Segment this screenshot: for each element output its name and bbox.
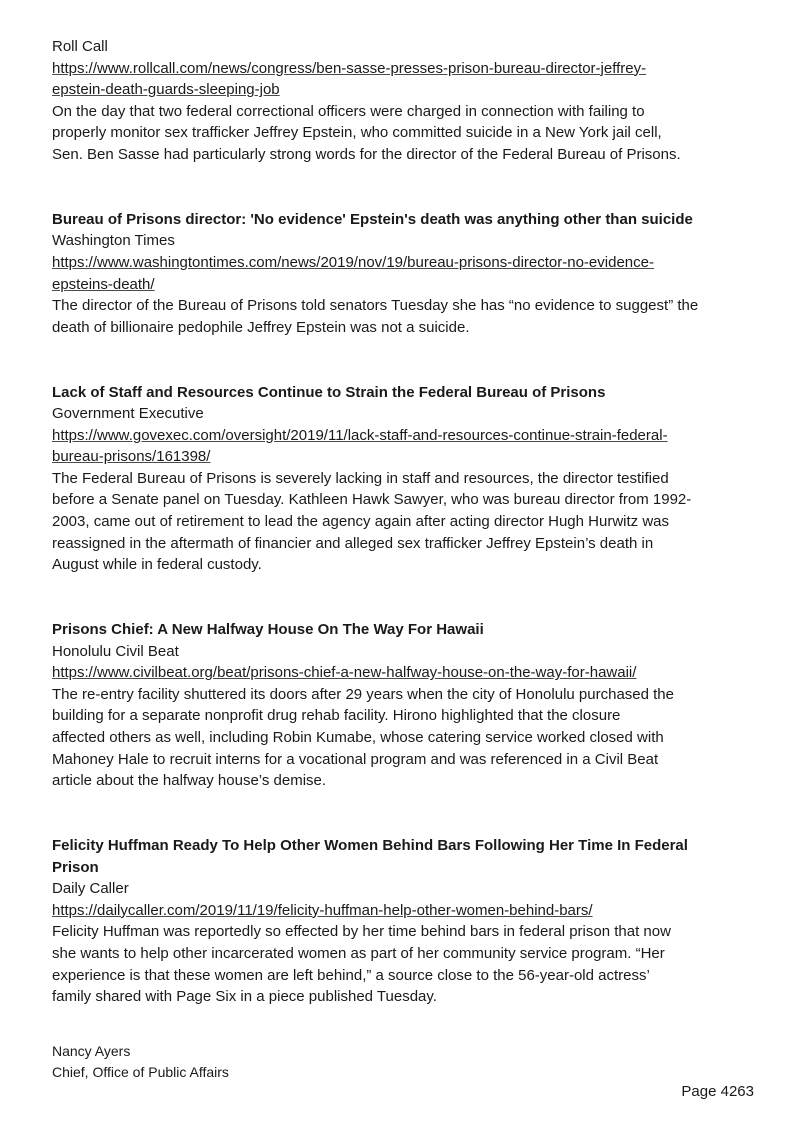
article-title: Bureau of Prisons director: 'No evidence' Epstein's death was anything other than suicide bbox=[52, 210, 693, 228]
article-summary-line: affected others as well, including Robin Kumabe, whose catering service worked closed with bbox=[52, 729, 664, 746]
article-govexec bbox=[52, 382, 757, 576]
article-rollcall bbox=[52, 36, 757, 166]
article-summary-line: reassigned in the aftermath of financier and alleged sex trafficker Jeffrey Epstein’s death in bbox=[52, 534, 654, 552]
article-daily-caller bbox=[52, 835, 757, 1008]
article-link[interactable]: https://www.washingtontimes.com/news/2019/nov/19/bureau-prisons-director-no-evidence- bbox=[52, 253, 654, 271]
article-summary-line: properly monitor sex trafficker Jeffrey Epstein, who committed suicide in a New York jail cell, bbox=[52, 124, 662, 142]
article-washington-times bbox=[52, 209, 757, 339]
article-title: Prisons Chief: A New Halfway House On The Way For Hawaii bbox=[52, 621, 484, 639]
article-title: Lack of Staff and Resources Continue to Strain the Federal Bureau of Prisons bbox=[52, 383, 606, 401]
article-link[interactable]: bureau-prisons/161398/ bbox=[52, 448, 211, 466]
article-civil-beat bbox=[52, 619, 757, 792]
article-source: Honolulu Civil Beat bbox=[52, 642, 179, 660]
signature-name: Nancy Ayers bbox=[52, 1043, 131, 1059]
article-link[interactable]: https://www.govexec.com/oversight/2019/11/lack-staff-and-resources-continue-strain-federal- bbox=[52, 426, 668, 444]
article-source: Government Executive bbox=[52, 405, 204, 423]
article-summary-line: building for a separate nonprofit drug rehab facility. Hirono highlighted that the closure bbox=[52, 707, 621, 725]
article-summary-line: death of billionaire pedophile Jeffrey Epstein was not a suicide. bbox=[52, 318, 470, 336]
article-summary-line: Sen. Ben Sasse had particularly strong words for the director of the Federal Bureau of Prisons. bbox=[52, 145, 681, 163]
article-summary-line: Mahoney Hale to recruit interns for a vocational program and was referenced in a Civil Beat bbox=[52, 750, 659, 768]
signature-block bbox=[52, 1041, 229, 1083]
article-summary-line: The re-entry facility shuttered its doors after 29 years when the city of Honolulu purchased the bbox=[52, 685, 674, 703]
article-summary-line: she wants to help other incarcerated women as part of her community service program. “Her bbox=[52, 944, 665, 962]
article-link[interactable]: epsteins-death/ bbox=[52, 275, 155, 293]
article-summary-line: family shared with Page Six in a piece published Tuesday. bbox=[52, 988, 437, 1006]
article-summary-line: On the day that two federal correctional officers were charged in connection with failing to bbox=[52, 102, 645, 120]
article-summary-line: 2003, came out of retirement to lead the agency again after acting director Hugh Hurwitz was bbox=[52, 513, 669, 531]
article-source: Washington Times bbox=[52, 232, 175, 250]
article-summary-line: August while in federal custody. bbox=[52, 556, 262, 574]
article-summary-line: The director of the Bureau of Prisons told senators Tuesday she has “no evidence to suggest” the bbox=[52, 297, 699, 315]
article-summary-line: The Federal Bureau of Prisons is severely lacking in staff and resources, the director testified bbox=[52, 469, 669, 487]
article-summary-line: experience is that these women are left behind,” a source close to the 56-year-old actress’ bbox=[52, 966, 650, 984]
article-link[interactable]: epstein-death-guards-sleeping-job bbox=[52, 81, 280, 99]
document-body bbox=[52, 36, 757, 1008]
signature-title: Chief, Office of Public Affairs bbox=[52, 1064, 229, 1080]
article-source: Daily Caller bbox=[52, 880, 129, 898]
article-title: Prison bbox=[52, 858, 99, 876]
article-link[interactable]: https://www.civilbeat.org/beat/prisons-chief-a-new-halfway-house-on-the-way-for-hawaii/ bbox=[52, 664, 637, 682]
article-summary-line: Felicity Huffman was reportedly so effected by her time behind bars in federal prison that now bbox=[52, 923, 671, 941]
article-title: Felicity Huffman Ready To Help Other Women Behind Bars Following Her Time In Federal bbox=[52, 836, 688, 854]
article-summary-line: article about the halfway house’s demise. bbox=[52, 772, 327, 790]
article-summary-line: before a Senate panel on Tuesday. Kathleen Hawk Sawyer, who was bureau director from 1992- bbox=[52, 491, 692, 509]
page-number: Page 4263 bbox=[681, 1083, 754, 1100]
article-link[interactable]: https://dailycaller.com/2019/11/19/felicity-huffman-help-other-women-behind-bars/ bbox=[52, 901, 593, 919]
article-source: Roll Call bbox=[52, 38, 108, 55]
article-link[interactable]: https://www.rollcall.com/news/congress/ben-sasse-presses-prison-bureau-director-jeffrey- bbox=[52, 59, 647, 77]
